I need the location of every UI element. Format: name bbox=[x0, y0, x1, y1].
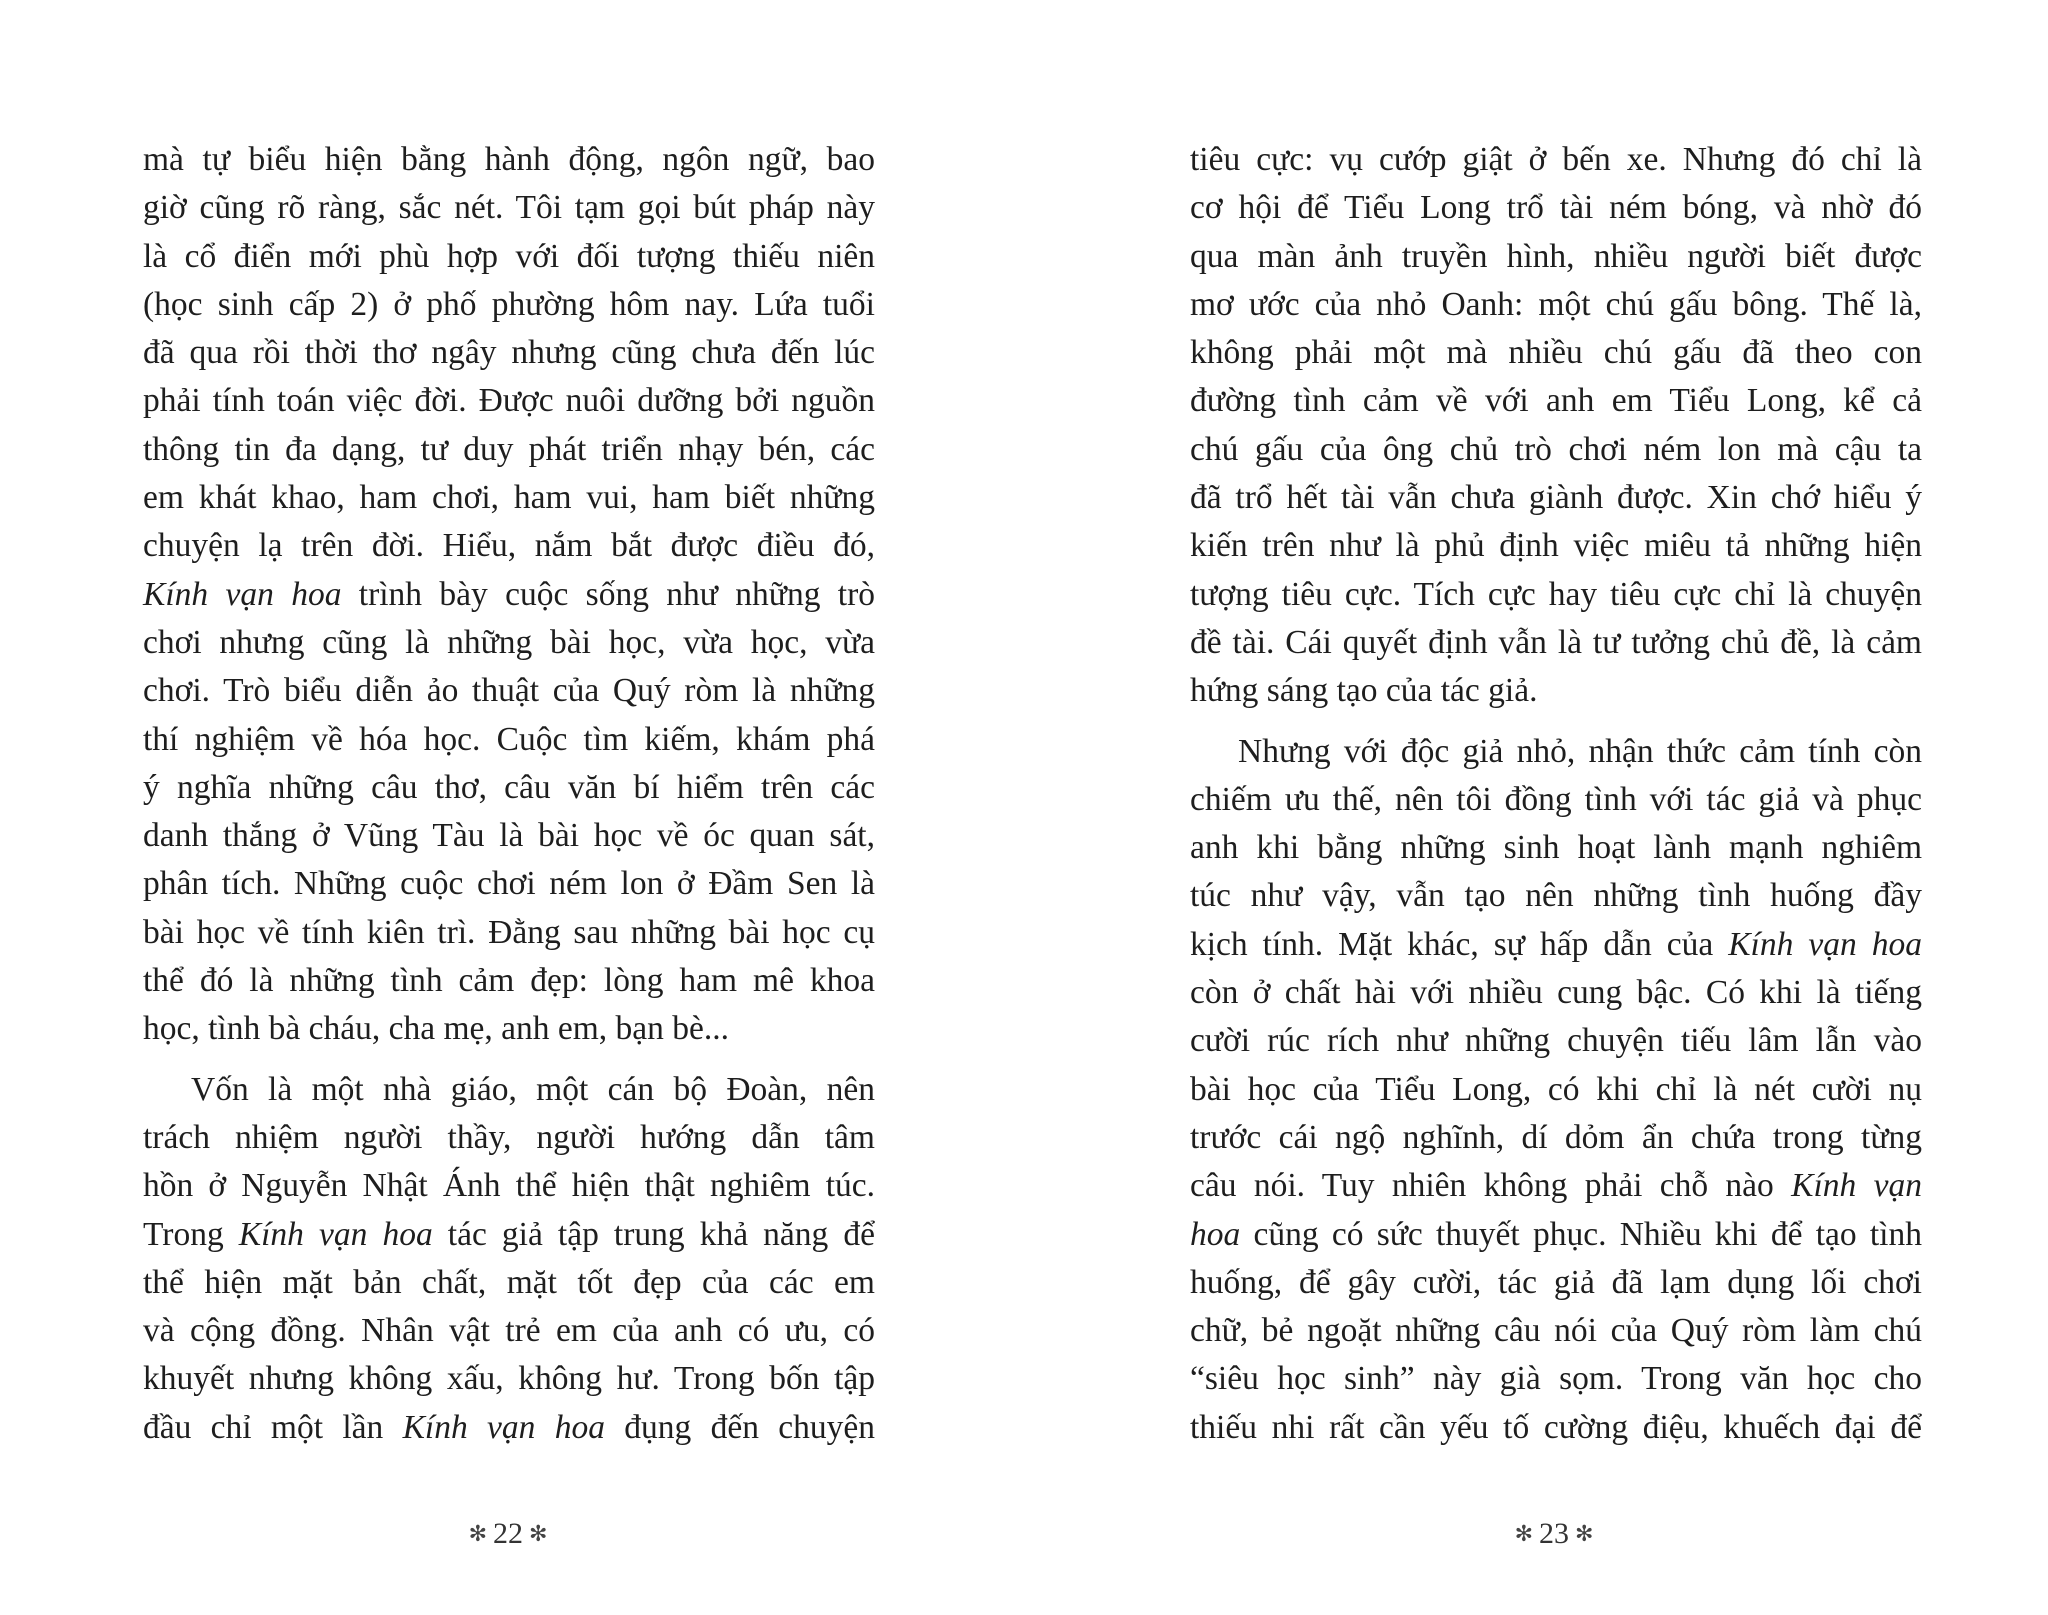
text-run: kịch tính. Mặt khác, sự hấp dẫn của bbox=[1190, 925, 1729, 963]
text-line bbox=[1190, 1211, 1922, 1259]
text-run: kiến trên như là phủ định việc miêu tả những hiện bbox=[1190, 527, 1922, 565]
text-run: Nhưng với độc giả nhỏ, nhận thức cảm tính còn bbox=[1238, 732, 1922, 770]
text-line bbox=[1190, 667, 1922, 715]
text-line bbox=[143, 667, 875, 715]
text-run: mà tự biểu hiện bằng hành động, ngôn ngữ, bao bbox=[143, 141, 875, 178]
page-number-left bbox=[438, 1516, 578, 1553]
text-run: đầu chỉ một lần bbox=[143, 1408, 403, 1446]
text-line bbox=[143, 233, 875, 281]
page-number-text: 22 bbox=[493, 1517, 523, 1550]
text-run: đã trổ hết tài vẫn chưa giành được. Xin chớ hiểu ý bbox=[1190, 479, 1922, 517]
text-run: chiếm ưu thế, nên tôi đồng tình với tác giả và phục bbox=[1190, 780, 1922, 818]
text-line bbox=[1190, 377, 1922, 425]
text-line bbox=[143, 329, 875, 377]
text-line bbox=[1190, 571, 1922, 619]
text-line bbox=[1190, 619, 1922, 667]
text-run: trình bày cuộc sống như những trò bbox=[341, 575, 875, 613]
text-line bbox=[1190, 1307, 1922, 1355]
italic-title: hoa bbox=[1190, 1215, 1241, 1253]
right-page-text bbox=[1190, 136, 1922, 1452]
italic-title: Kính vạn hoa bbox=[143, 575, 342, 613]
text-run: đề tài. Cái quyết định vẫn là tư tưởng chủ đề, là cảm bbox=[1190, 623, 1922, 661]
text-line bbox=[143, 1355, 875, 1403]
text-run: và cộng đồng. Nhân vật trẻ em của anh có ưu, có bbox=[143, 1312, 875, 1350]
folio-star-icon: ✻ bbox=[1514, 1522, 1533, 1547]
text-line bbox=[1190, 426, 1922, 474]
text-line bbox=[1190, 728, 1922, 776]
text-run: còn ở chất hài với nhiều cung bậc. Có khi là tiếng bbox=[1190, 974, 1922, 1012]
text-line bbox=[1190, 776, 1922, 824]
text-run: thông tin đa dạng, tư duy phát triển nhạy bén, các bbox=[143, 430, 875, 468]
text-line bbox=[1190, 1066, 1922, 1114]
text-line bbox=[143, 184, 875, 232]
text-line bbox=[143, 522, 875, 570]
text-line bbox=[143, 957, 875, 1005]
text-line bbox=[1190, 969, 1922, 1017]
text-run: chơi. Trò biểu diễn ảo thuật của Quý ròm là những bbox=[143, 672, 875, 710]
text-run: (học sinh cấp 2) ở phố phường hôm nay. Lứa tuổi bbox=[143, 285, 875, 323]
text-line bbox=[143, 136, 875, 184]
text-line bbox=[1190, 233, 1922, 281]
text-run: đụng đến chuyện bbox=[604, 1408, 875, 1446]
text-line bbox=[143, 571, 875, 619]
text-run: danh thắng ở Vũng Tàu là bài học về óc quan sát, bbox=[143, 817, 875, 855]
text-run: thể đó là những tình cảm đẹp: lòng ham mê khoa bbox=[143, 962, 875, 1000]
text-line bbox=[1190, 1114, 1922, 1162]
text-line bbox=[143, 812, 875, 860]
text-run: ý nghĩa những câu thơ, câu văn bí hiểm trên các bbox=[143, 768, 875, 806]
text-line bbox=[143, 1066, 875, 1114]
text-run: câu nói. Tuy nhiên không phải chỗ nào bbox=[1190, 1167, 1792, 1205]
text-line bbox=[143, 1211, 875, 1259]
text-line bbox=[1190, 921, 1922, 969]
text-run: trước cái ngộ nghĩnh, dí dỏm ẩn chứa trong từng bbox=[1190, 1118, 1922, 1156]
folio-star-icon: ✻ bbox=[468, 1522, 487, 1547]
text-run: huống, để gây cười, tác giả đã lạm dụng lối chơi bbox=[1190, 1263, 1922, 1301]
text-line bbox=[1190, 1404, 1922, 1452]
text-line bbox=[143, 474, 875, 522]
text-run: không phải một mà nhiều chú gấu đã theo con bbox=[1190, 334, 1922, 372]
text-line bbox=[143, 426, 875, 474]
text-line bbox=[1190, 281, 1922, 329]
text-line bbox=[1190, 1259, 1922, 1307]
text-run: cơ hội để Tiểu Long trổ tài ném bóng, và nhờ đó bbox=[1190, 189, 1922, 227]
text-run: mơ ước của nhỏ Oanh: một chú gấu bông. Thế là, bbox=[1190, 285, 1922, 323]
text-line bbox=[1190, 872, 1922, 920]
text-line bbox=[143, 377, 875, 425]
text-run: cười rúc rích như những chuyện tiếu lâm lẫn vào bbox=[1190, 1022, 1922, 1060]
paragraph bbox=[1190, 136, 1922, 716]
text-line bbox=[1190, 474, 1922, 522]
folio-star-icon: ✻ bbox=[529, 1522, 548, 1547]
text-run: tiêu cực: vụ cướp giật ở bến xe. Nhưng đó chỉ là bbox=[1190, 141, 1922, 178]
text-line bbox=[1190, 522, 1922, 570]
text-run: cũng có sức thuyết phục. Nhiều khi để tạo tình bbox=[1240, 1215, 1922, 1253]
text-run: qua màn ảnh truyền hình, nhiều người biết được bbox=[1190, 237, 1922, 275]
text-line bbox=[143, 716, 875, 764]
text-line bbox=[1190, 136, 1922, 184]
left-page-text bbox=[143, 136, 875, 1452]
text-run: “siêu học sinh” này già sọm. Trong văn học cho bbox=[1190, 1360, 1922, 1398]
text-line bbox=[143, 909, 875, 957]
text-run: thể hiện mặt bản chất, mặt tốt đẹp của các em bbox=[143, 1263, 875, 1301]
text-run: bài học của Tiểu Long, có khi chỉ là nét cười nụ bbox=[1190, 1070, 1922, 1108]
text-line bbox=[1190, 329, 1922, 377]
text-line bbox=[1190, 1162, 1922, 1210]
text-run: anh khi bằng những sinh hoạt lành mạnh nghiêm bbox=[1190, 829, 1922, 867]
italic-title: Kính vạn hoa bbox=[402, 1408, 605, 1446]
text-line bbox=[143, 1114, 875, 1162]
text-run: hứng sáng tạo của tác giả. bbox=[1190, 672, 1538, 710]
italic-title: Kính vạn hoa bbox=[238, 1215, 433, 1253]
paragraph bbox=[143, 136, 875, 1054]
text-run: giờ cũng rõ ràng, sắc nét. Tôi tạm gọi bút pháp này bbox=[143, 189, 875, 227]
text-run: học, tình bà cháu, cha mẹ, anh em, bạn bè... bbox=[143, 1010, 730, 1048]
text-run: đường tình cảm về với anh em Tiểu Long, kể cả bbox=[1190, 382, 1922, 420]
text-run: tượng tiêu cực. Tích cực hay tiêu cực chỉ là chuyện bbox=[1190, 575, 1922, 613]
text-line bbox=[143, 860, 875, 908]
text-run: trách nhiệm người thầy, người hướng dẫn tâm bbox=[143, 1118, 875, 1156]
text-run: bài học về tính kiên trì. Đằng sau những bài học cụ bbox=[143, 913, 875, 951]
text-run: hồn ở Nguyễn Nhật Ánh thể hiện thật nghiêm túc. bbox=[143, 1167, 875, 1205]
text-run: là cổ điển mới phù hợp với đối tượng thiếu niên bbox=[143, 237, 875, 275]
paragraph bbox=[1190, 728, 1922, 1452]
text-run: em khát khao, ham chơi, ham vui, ham biết những bbox=[143, 479, 875, 517]
text-line bbox=[1190, 184, 1922, 232]
text-line bbox=[143, 1005, 875, 1053]
page-number-right bbox=[1484, 1516, 1624, 1553]
text-line bbox=[143, 1307, 875, 1355]
italic-title: Kính vạn bbox=[1791, 1167, 1922, 1205]
text-run: tác giả tập trung khả năng để bbox=[432, 1215, 875, 1253]
text-line bbox=[143, 619, 875, 667]
text-line bbox=[1190, 1355, 1922, 1403]
text-line bbox=[143, 1162, 875, 1210]
text-run: Trong bbox=[143, 1215, 239, 1253]
text-line bbox=[143, 281, 875, 329]
italic-title: Kính vạn hoa bbox=[1728, 925, 1922, 963]
text-run: phải tính toán việc đời. Được nuôi dưỡng bởi nguồn bbox=[143, 382, 875, 420]
text-line bbox=[1190, 824, 1922, 872]
text-line bbox=[143, 1259, 875, 1307]
text-run: chú gấu của ông chủ trò chơi ném lon mà cậu ta bbox=[1190, 430, 1922, 468]
text-line bbox=[143, 1404, 875, 1452]
text-run: chữ, bẻ ngoặt những câu nói của Quý ròm làm chú bbox=[1190, 1312, 1922, 1350]
text-line bbox=[1190, 1017, 1922, 1065]
text-run: thiếu nhi rất cần yếu tố cường điệu, khuếch đại để bbox=[1190, 1408, 1922, 1446]
folio-star-icon: ✻ bbox=[1575, 1522, 1594, 1547]
page-number-text: 23 bbox=[1539, 1517, 1569, 1550]
text-run: thí nghiệm về hóa học. Cuộc tìm kiếm, khám phá bbox=[143, 720, 875, 758]
text-run: phân tích. Những cuộc chơi ném lon ở Đầm Sen là bbox=[143, 865, 875, 903]
text-run: đã qua rồi thời thơ ngây nhưng cũng chưa đến lúc bbox=[143, 334, 875, 372]
text-line bbox=[143, 764, 875, 812]
text-run: khuyết nhưng không xấu, không hư. Trong bốn tập bbox=[143, 1360, 875, 1398]
text-run: Vốn là một nhà giáo, một cán bộ Đoàn, nên bbox=[191, 1070, 875, 1108]
text-run: chơi nhưng cũng là những bài học, vừa học, vừa bbox=[143, 623, 875, 661]
paragraph bbox=[143, 1066, 875, 1452]
text-run: túc như vậy, vẫn tạo nên những tình huống đầy bbox=[1190, 877, 1922, 915]
text-run: chuyện lạ trên đời. Hiểu, nắm bắt được điều đó, bbox=[143, 527, 875, 565]
